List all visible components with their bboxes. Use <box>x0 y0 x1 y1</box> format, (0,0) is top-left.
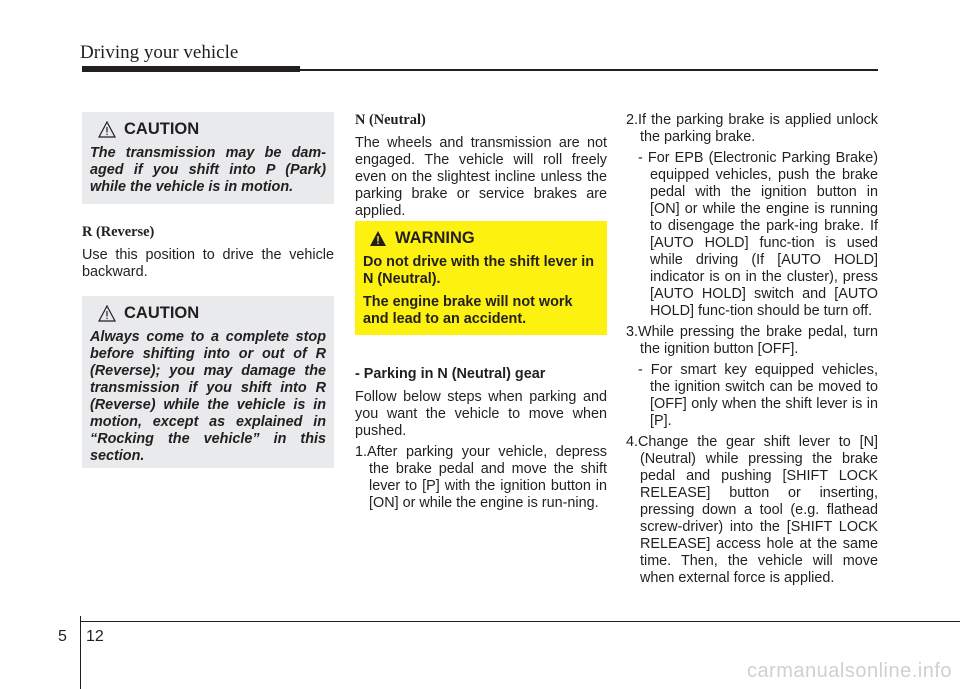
caution-triangle-icon <box>98 305 116 322</box>
section-number: 5 <box>58 628 67 645</box>
parking-step-3: 3.While pressing the brake pedal, turn the ignition button [OFF]. <box>626 324 878 357</box>
footer-divider <box>80 616 81 689</box>
neutral-heading: N (Neutral) <box>355 112 426 128</box>
warning-triangle-icon <box>369 230 387 247</box>
caution-header <box>98 304 326 323</box>
parking-intro: Follow below steps when parking and you want the vehicle to move when pushed. <box>355 389 607 439</box>
warning-line-1: Do not drive with the shift lever in N (Neutral). <box>363 254 595 287</box>
reverse-text: Use this position to drive the vehicle backward. <box>82 247 334 280</box>
parking-steps-continued <box>626 112 878 587</box>
watermark: carmanualsonline.info <box>746 660 952 682</box>
parking-step-1: 1.After parking your vehicle, depress the brake pedal and move the shift lever to [P] with the ignition button in [ON] or while the engine is run-ning. <box>355 444 607 511</box>
caution-text: The transmission may be dam-aged if you shift into P (Park) while the vehicle is in motion. <box>90 145 326 195</box>
warning-text <box>363 254 599 328</box>
warning-title: WARNING <box>395 229 475 247</box>
parking-section <box>355 366 607 512</box>
footer-rule <box>80 621 960 622</box>
warning-line-2: The engine brake will not work and lead to an accident. <box>363 294 573 327</box>
reverse-section <box>82 224 334 281</box>
caution-header <box>98 120 326 139</box>
caution-text: Always come to a complete stop before shifting into or out of R (Reverse); you may damage the transmission if you shift into R (Reverse) while the vehicle is in motion, except as explained in “Rocking the vehicle” in this section. <box>90 329 326 464</box>
header-rule-thin <box>300 69 878 71</box>
reverse-heading: R (Reverse) <box>82 224 155 240</box>
neutral-section <box>355 112 607 220</box>
caution-box-park <box>82 112 334 204</box>
page-number: 12 <box>86 628 104 645</box>
parking-step-3-sub: - For smart key equipped vehicles, the ignition switch can be moved to [OFF] only when the shift lever is in [P]. <box>638 362 878 429</box>
page-header-title: Driving your vehicle <box>80 42 239 63</box>
caution-title: CAUTION <box>124 120 200 138</box>
header-rule-thick <box>82 66 300 72</box>
warning-box <box>355 221 607 335</box>
caution-triangle-icon <box>98 121 116 138</box>
warning-header <box>369 229 599 248</box>
parking-step-4: 4.Change the gear shift lever to [N] (Neutral) while pressing the brake pedal and pushing [SHIFT LOCK RELEASE] button or inserting, pressing down a tool (e.g. flathead screw-driver) into the [SHIFT LOCK RELEASE] access hole at the same time. Then, the vehicle will move when external force is applied. <box>626 434 878 586</box>
caution-title: CAUTION <box>124 304 200 322</box>
parking-heading: - Parking in N (Neutral) gear <box>355 366 546 382</box>
neutral-text: The wheels and transmission are not engaged. The vehicle will roll freely even on the slightest incline unless the parking brake or service brakes are applied. <box>355 135 607 219</box>
caution-box-reverse <box>82 296 334 468</box>
parking-step-2-sub: - For EPB (Electronic Parking Brake) equipped vehicles, push the brake pedal with the ignition button in [ON] or while the engine is running to disengage the park-ing brake. If [AUTO HOLD] func-tion is used while driving (If [AUTO HOLD] indicator is on in the cluster), press [AUTO HOLD] switch and [AUTO HOLD] func-tion should be turn off. <box>638 150 878 319</box>
parking-step-2: 2.If the parking brake is applied unlock the parking brake. <box>626 112 878 145</box>
